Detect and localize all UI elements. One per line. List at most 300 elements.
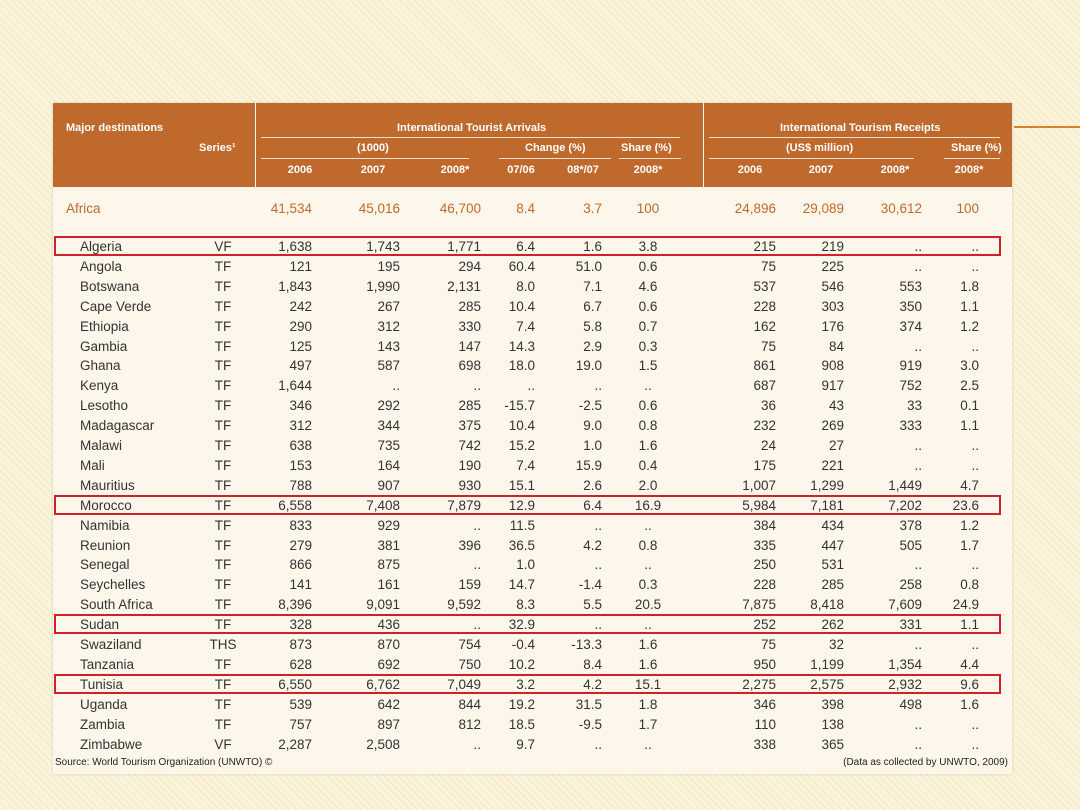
- value-cell: ..: [644, 617, 652, 632]
- value-cell: ..: [971, 458, 979, 473]
- series-code: TF: [214, 677, 232, 692]
- year-header-cell: 2008*: [633, 164, 663, 176]
- value-cell: -15.7: [504, 398, 535, 413]
- series-code: TF: [214, 458, 232, 473]
- value-cell: 0.4: [638, 458, 658, 473]
- value-cell: 6,558: [278, 498, 312, 513]
- value-cell: 14.7: [508, 577, 535, 592]
- receipts-title: International Tourism Receipts: [780, 122, 941, 134]
- value-cell: 159: [458, 577, 481, 592]
- value-cell: 330: [458, 319, 481, 334]
- value-cell: 8.4: [583, 657, 602, 672]
- value-cell: 195: [377, 259, 400, 274]
- table-header: [53, 103, 1012, 187]
- value-cell: 138: [821, 717, 844, 732]
- value-cell: ..: [594, 617, 602, 632]
- value-cell: 757: [289, 717, 312, 732]
- value-cell: 1.1: [960, 299, 979, 314]
- value-cell: ..: [914, 717, 922, 732]
- receipts-unit-label: (US$ million): [786, 142, 854, 154]
- value-cell: 929: [377, 518, 400, 533]
- country-name: Algeria: [80, 239, 123, 254]
- value-cell: -13.3: [571, 637, 602, 652]
- value-cell: 2.9: [583, 339, 602, 354]
- value-cell: 950: [753, 657, 776, 672]
- value-cell: 930: [458, 478, 481, 493]
- country-name: Zimbabwe: [80, 737, 143, 752]
- value-cell: ..: [392, 378, 400, 393]
- value-cell: ..: [473, 557, 481, 572]
- value-cell: 3.2: [516, 677, 535, 692]
- year-header-cell: 2006: [287, 164, 313, 176]
- country-name: Botswana: [80, 279, 140, 294]
- value-cell: 10.4: [508, 299, 535, 314]
- value-cell: ..: [594, 378, 602, 393]
- value-cell: 242: [289, 299, 312, 314]
- country-name: Madagascar: [80, 418, 155, 433]
- value-cell: 15.9: [575, 458, 602, 473]
- value-cell: 10.4: [508, 418, 535, 433]
- value-cell: 1.2: [960, 518, 979, 533]
- sub-rule-rshare: [944, 158, 1000, 159]
- series-code: TF: [214, 617, 232, 632]
- value-cell: 4.4: [960, 657, 979, 672]
- value-cell: 161: [377, 577, 400, 592]
- value-cell: 3.7: [583, 201, 602, 216]
- value-cell: 0.8: [960, 577, 979, 592]
- value-cell: 41,534: [270, 201, 312, 216]
- value-cell: 692: [377, 657, 400, 672]
- value-cell: 31.5: [575, 697, 602, 712]
- series-code: TF: [214, 717, 232, 732]
- country-name: Africa: [66, 201, 101, 216]
- country-name: Ghana: [80, 358, 121, 373]
- value-cell: -2.5: [578, 398, 602, 413]
- value-cell: 396: [458, 538, 481, 553]
- value-cell: 1.6: [638, 637, 658, 652]
- value-cell: 374: [899, 319, 922, 334]
- value-cell: ..: [914, 458, 922, 473]
- value-cell: 1.8: [960, 279, 979, 294]
- value-cell: 6,550: [278, 677, 312, 692]
- value-cell: 2,131: [447, 279, 481, 294]
- arrivals-title: International Tourist Arrivals: [397, 122, 547, 134]
- value-cell: ..: [914, 438, 922, 453]
- series-code: TF: [214, 418, 232, 433]
- value-cell: 1,743: [366, 239, 400, 254]
- value-cell: 5.8: [583, 319, 602, 334]
- value-cell: 36.5: [508, 538, 535, 553]
- value-cell: 51.0: [575, 259, 602, 274]
- country-name: Mali: [80, 458, 105, 473]
- value-cell: 0.7: [638, 319, 658, 334]
- value-cell: 3.8: [638, 239, 658, 254]
- country-name: Uganda: [80, 697, 128, 712]
- value-cell: 1.7: [638, 717, 658, 732]
- value-cell: 121: [289, 259, 312, 274]
- series-code: TF: [214, 398, 232, 413]
- country-name: Namibia: [80, 518, 130, 533]
- year-header-cell: 2007: [360, 164, 386, 176]
- value-cell: ..: [644, 557, 652, 572]
- value-cell: 7,879: [447, 498, 481, 513]
- value-cell: 16.9: [634, 498, 662, 513]
- value-cell: 190: [458, 458, 481, 473]
- series-code: TF: [214, 279, 232, 294]
- value-cell: 0.1: [960, 398, 979, 413]
- country-name: Zambia: [80, 717, 126, 732]
- value-cell: 1,449: [888, 478, 922, 493]
- value-cell: 18.0: [508, 358, 535, 373]
- value-cell: 638: [289, 438, 312, 453]
- value-cell: 1,771: [447, 239, 481, 254]
- value-cell: 19.2: [508, 697, 535, 712]
- year-header-cell: 2008*: [440, 164, 470, 176]
- value-cell: 1,007: [742, 478, 776, 493]
- value-cell: 7,875: [742, 597, 776, 612]
- value-cell: 228: [753, 299, 776, 314]
- value-cell: 344: [377, 418, 400, 433]
- value-cell: 12.9: [508, 498, 535, 513]
- series-code: TF: [214, 339, 232, 354]
- value-cell: 1.0: [583, 438, 602, 453]
- value-cell: 812: [458, 717, 481, 732]
- highlight-box: [54, 614, 1001, 634]
- value-cell: 897: [377, 717, 400, 732]
- value-cell: 531: [821, 557, 844, 572]
- value-cell: 365: [821, 737, 844, 752]
- col-series-label: Series¹: [199, 142, 236, 154]
- value-cell: 436: [377, 617, 400, 632]
- value-cell: 1.6: [638, 657, 658, 672]
- value-cell: 215: [753, 239, 776, 254]
- value-cell: 8.4: [516, 201, 535, 216]
- value-cell: 269: [821, 418, 844, 433]
- arrivals-rule: [261, 137, 680, 138]
- value-cell: 870: [377, 637, 400, 652]
- value-cell: 328: [289, 617, 312, 632]
- series-code: TF: [214, 518, 232, 533]
- value-cell: 9.6: [960, 677, 979, 692]
- value-cell: 110: [754, 717, 776, 732]
- value-cell: 539: [289, 697, 312, 712]
- value-cell: 0.6: [638, 398, 658, 413]
- value-cell: 75: [760, 339, 776, 354]
- value-cell: 1,638: [278, 239, 312, 254]
- value-cell: 9.0: [583, 418, 602, 433]
- country-name: Ethiopia: [80, 319, 129, 334]
- value-cell: 19.0: [575, 358, 602, 373]
- value-cell: 43: [828, 398, 844, 413]
- series-code: TF: [214, 577, 232, 592]
- series-code: VF: [214, 737, 232, 752]
- highlight-box: [54, 495, 1001, 515]
- country-name: Gambia: [80, 339, 128, 354]
- value-cell: 498: [899, 697, 922, 712]
- value-cell: ..: [914, 339, 922, 354]
- value-cell: 866: [289, 557, 312, 572]
- country-name: Cape Verde: [80, 299, 152, 314]
- value-cell: 18.5: [508, 717, 535, 732]
- value-cell: 698: [458, 358, 481, 373]
- value-cell: 84: [828, 339, 844, 354]
- value-cell: 346: [289, 398, 312, 413]
- country-name: Senegal: [80, 557, 130, 572]
- value-cell: 285: [458, 299, 481, 314]
- sub-rule-1000: [261, 158, 469, 159]
- value-cell: ..: [971, 717, 979, 732]
- value-cell: 153: [289, 458, 312, 473]
- value-cell: 36: [760, 398, 776, 413]
- sub-rule-usd: [709, 158, 914, 159]
- value-cell: 833: [289, 518, 312, 533]
- value-cell: 1.6: [583, 239, 602, 254]
- value-cell: 1.6: [638, 438, 658, 453]
- value-cell: 15.1: [508, 478, 535, 493]
- value-cell: ..: [914, 557, 922, 572]
- value-cell: 917: [821, 378, 844, 393]
- value-cell: 250: [753, 557, 776, 572]
- year-header-cell: 2008*: [954, 164, 984, 176]
- series-code: TF: [214, 498, 232, 513]
- value-cell: 907: [377, 478, 400, 493]
- value-cell: 1.2: [960, 319, 979, 334]
- value-cell: 687: [753, 378, 776, 393]
- value-cell: 1.8: [638, 697, 658, 712]
- value-cell: 1.6: [960, 697, 979, 712]
- value-cell: 381: [377, 538, 400, 553]
- value-cell: 303: [821, 299, 844, 314]
- collection-note: (Data as collected by UNWTO, 2009): [843, 757, 1008, 768]
- series-code: TF: [214, 538, 232, 553]
- value-cell: 4.6: [638, 279, 658, 294]
- value-cell: 46,700: [439, 201, 481, 216]
- country-name: Sudan: [80, 617, 120, 632]
- value-cell: ..: [971, 239, 979, 254]
- value-cell: 346: [753, 697, 776, 712]
- value-cell: 24: [760, 438, 776, 453]
- value-cell: 33: [906, 398, 922, 413]
- value-cell: 11.5: [509, 518, 535, 533]
- value-cell: ..: [914, 239, 922, 254]
- value-cell: 1,299: [810, 478, 844, 493]
- value-cell: 0.3: [638, 577, 658, 592]
- value-cell: 176: [821, 319, 844, 334]
- value-cell: ..: [527, 378, 535, 393]
- value-cell: 1,843: [278, 279, 312, 294]
- value-cell: 642: [377, 697, 400, 712]
- value-cell: ..: [473, 617, 481, 632]
- value-cell: 2,275: [742, 677, 776, 692]
- arrivals-unit-label: (1000): [357, 142, 389, 154]
- value-cell: -0.4: [511, 637, 535, 652]
- value-cell: 24,896: [734, 201, 776, 216]
- value-cell: 919: [899, 358, 922, 373]
- value-cell: 844: [458, 697, 481, 712]
- value-cell: 0.3: [638, 339, 658, 354]
- value-cell: 4.2: [583, 538, 602, 553]
- value-cell: 24.9: [952, 597, 979, 612]
- country-name: Lesotho: [80, 398, 129, 413]
- value-cell: ..: [914, 259, 922, 274]
- value-cell: ..: [594, 518, 602, 533]
- receipts-share-label: Share (%): [951, 142, 1002, 154]
- value-cell: 7.1: [583, 279, 602, 294]
- value-cell: 1.1: [960, 617, 979, 632]
- country-name: Morocco: [80, 498, 132, 513]
- value-cell: 312: [289, 418, 312, 433]
- value-cell: 7,609: [888, 597, 922, 612]
- series-code: THS: [209, 637, 237, 652]
- value-cell: 0.8: [638, 538, 658, 553]
- value-cell: 125: [289, 339, 312, 354]
- value-cell: ..: [644, 737, 652, 752]
- year-header-cell: 08*/07: [567, 164, 599, 176]
- value-cell: 1,354: [888, 657, 922, 672]
- value-cell: 2,575: [810, 677, 844, 692]
- value-cell: 1.7: [960, 538, 979, 553]
- value-cell: 221: [821, 458, 844, 473]
- value-cell: 1,990: [366, 279, 400, 294]
- country-name: Seychelles: [80, 577, 146, 592]
- value-cell: ..: [644, 518, 652, 533]
- value-cell: 285: [821, 577, 844, 592]
- value-cell: 100: [956, 201, 979, 216]
- value-cell: 1.5: [638, 358, 658, 373]
- value-cell: 434: [821, 518, 844, 533]
- value-cell: 861: [753, 358, 776, 373]
- value-cell: 285: [458, 398, 481, 413]
- value-cell: 5.5: [583, 597, 602, 612]
- value-cell: ..: [473, 518, 481, 533]
- value-cell: 908: [821, 358, 844, 373]
- country-name: Mauritius: [80, 478, 135, 493]
- value-cell: 8.0: [516, 279, 535, 294]
- value-cell: 14.3: [508, 339, 535, 354]
- col-destinations-label: Major destinations: [66, 122, 164, 134]
- value-cell: ..: [594, 557, 602, 572]
- value-cell: 312: [377, 319, 400, 334]
- series-code: TF: [214, 378, 232, 393]
- value-cell: 2,287: [278, 737, 312, 752]
- value-cell: 5,984: [742, 498, 776, 513]
- value-cell: 279: [289, 538, 312, 553]
- value-cell: 1.0: [516, 557, 535, 572]
- value-cell: 742: [458, 438, 481, 453]
- value-cell: 2.6: [583, 478, 602, 493]
- country-name: Tanzania: [80, 657, 135, 672]
- value-cell: 15.1: [634, 677, 662, 692]
- value-cell: 2,932: [888, 677, 922, 692]
- series-code: VF: [214, 239, 232, 254]
- value-cell: 23.6: [952, 498, 979, 513]
- value-cell: 350: [899, 299, 922, 314]
- value-cell: 225: [821, 259, 844, 274]
- value-cell: 7,202: [888, 498, 922, 513]
- value-cell: 2.5: [960, 378, 979, 393]
- value-cell: 228: [753, 577, 776, 592]
- value-cell: 143: [377, 339, 400, 354]
- receipts-rule: [709, 137, 1000, 138]
- value-cell: 447: [821, 538, 844, 553]
- value-cell: 4.7: [960, 478, 979, 493]
- value-cell: 1,644: [278, 378, 312, 393]
- share-label: Share (%): [621, 142, 672, 154]
- value-cell: 398: [821, 697, 844, 712]
- value-cell: 8,418: [810, 597, 844, 612]
- year-header-cell: 07/06: [507, 164, 535, 176]
- value-cell: ..: [473, 378, 481, 393]
- series-code: TF: [214, 358, 232, 373]
- value-cell: 100: [636, 201, 660, 216]
- value-cell: 553: [899, 279, 922, 294]
- value-cell: ..: [594, 737, 602, 752]
- value-cell: 505: [899, 538, 922, 553]
- value-cell: ..: [971, 259, 979, 274]
- value-cell: 20.5: [634, 597, 662, 612]
- value-cell: ..: [971, 737, 979, 752]
- highlight-box: [54, 674, 1001, 694]
- value-cell: 7,049: [447, 677, 481, 692]
- series-code: TF: [214, 259, 232, 274]
- value-cell: 30,612: [880, 201, 922, 216]
- value-cell: 75: [760, 259, 776, 274]
- source-note: Source: World Tourism Organization (UNWTO) ©: [55, 757, 273, 768]
- value-cell: -1.4: [578, 577, 602, 592]
- value-cell: 546: [821, 279, 844, 294]
- country-name: Swaziland: [80, 637, 142, 652]
- value-cell: 27: [828, 438, 844, 453]
- value-cell: 9.7: [516, 737, 535, 752]
- value-cell: 175: [753, 458, 776, 473]
- value-cell: 252: [753, 617, 776, 632]
- col-separator: [255, 103, 256, 187]
- series-code: TF: [214, 319, 232, 334]
- value-cell: ..: [971, 557, 979, 572]
- value-cell: 15.2: [508, 438, 535, 453]
- value-cell: 32.9: [508, 617, 535, 632]
- value-cell: 1.1: [960, 418, 979, 433]
- country-name: Reunion: [80, 538, 131, 553]
- value-cell: 1,199: [810, 657, 844, 672]
- value-cell: 292: [377, 398, 400, 413]
- value-cell: 384: [753, 518, 776, 533]
- highlight-box: [54, 236, 1001, 256]
- value-cell: 4.2: [583, 677, 602, 692]
- value-cell: 7,181: [810, 498, 844, 513]
- value-cell: 537: [753, 279, 776, 294]
- value-cell: 587: [377, 358, 400, 373]
- value-cell: 290: [289, 319, 312, 334]
- value-cell: ..: [473, 737, 481, 752]
- value-cell: 267: [377, 299, 400, 314]
- series-code: TF: [214, 438, 232, 453]
- value-cell: 2.0: [638, 478, 658, 493]
- series-code: TF: [214, 478, 232, 493]
- value-cell: 378: [899, 518, 922, 533]
- value-cell: 333: [899, 418, 922, 433]
- value-cell: ..: [971, 339, 979, 354]
- series-code: TF: [214, 697, 232, 712]
- value-cell: 9,091: [366, 597, 400, 612]
- value-cell: 873: [289, 637, 312, 652]
- series-code: TF: [214, 657, 232, 672]
- value-cell: 7,408: [366, 498, 400, 513]
- value-cell: 628: [289, 657, 312, 672]
- value-cell: 754: [458, 637, 481, 652]
- value-cell: 9,592: [447, 597, 481, 612]
- value-cell: 331: [899, 617, 922, 632]
